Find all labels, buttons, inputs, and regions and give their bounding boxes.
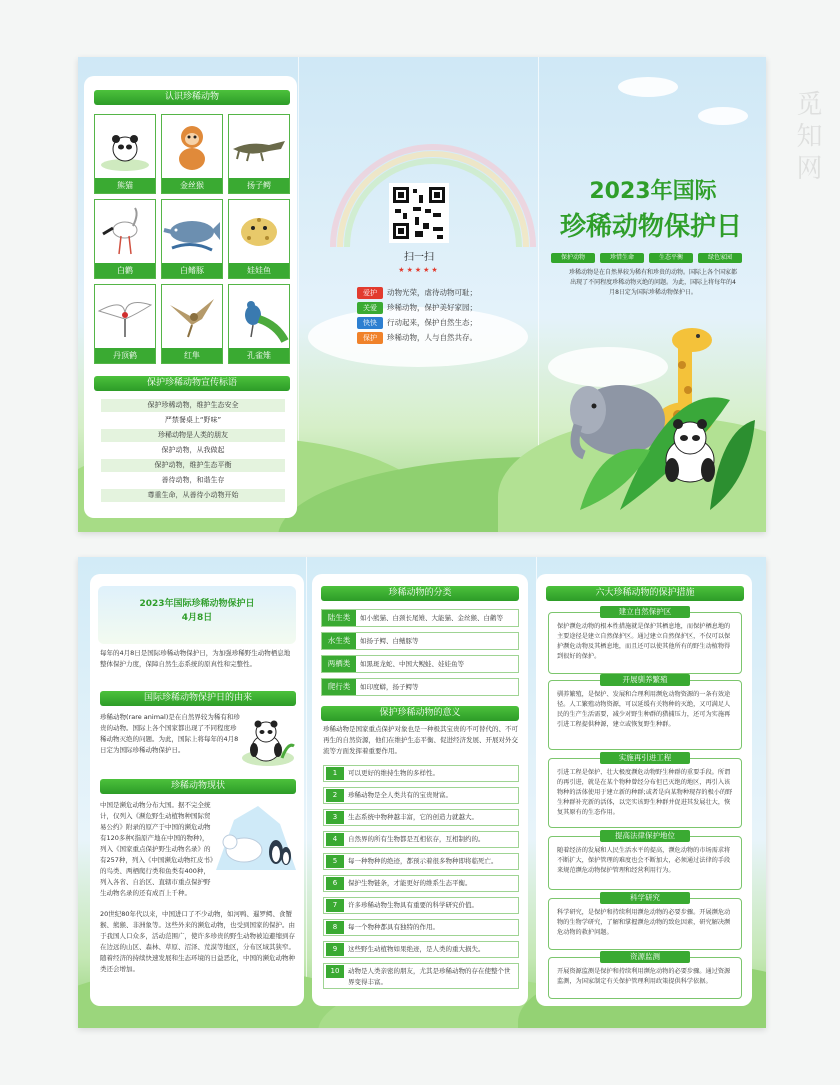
- animal-name: 丹顶鹤: [95, 348, 155, 363]
- slogan-item: 保护动物，从我做起: [161, 446, 225, 454]
- measure-text: 保护濒危动物的根本性措施就是保护其栖息地，而保护栖息地的主要途径是建立自然保护区。通过建立自然保护区，不仅可以保护濒危动物及其栖息地，而且还可以使其他所有的野生动植物得到很好的保护。: [557, 623, 731, 660]
- measure-box: [548, 957, 742, 999]
- animal-icon: [162, 115, 222, 177]
- animal-card: [161, 114, 223, 194]
- pledge-text: 行动起来，保护自然生态；: [387, 318, 477, 327]
- panda-icon: [240, 712, 296, 768]
- intro-text: 每年的4月8日是国际珍稀动物保护日，为加强珍稀野生动物栖息地整体保护力度，保障自然生态系统的原真性和完整性。: [100, 649, 291, 668]
- meaning-row: [323, 765, 519, 782]
- animal-name: 扬子鳄: [229, 178, 289, 193]
- measure-box: [548, 758, 742, 828]
- meaning-number: 5: [326, 855, 344, 868]
- star-rating: ★★★★★: [398, 266, 440, 274]
- animal-icon: [95, 200, 155, 262]
- measure-heading: 提高法律保护地位: [600, 830, 690, 842]
- pledge-text: 珍稀动物，保护美好家园；: [387, 303, 477, 312]
- animal-card: [161, 199, 223, 279]
- meaning-text: 珍稀动物是全人类共有的宝贵财富。: [348, 791, 452, 799]
- class-key: 陆生类: [322, 610, 356, 626]
- meaning-number: 1: [326, 767, 344, 780]
- banner-date: 4月8日: [181, 613, 213, 623]
- cover-title-line1: 2023年国际: [589, 179, 717, 204]
- meaning-number: 4: [326, 833, 344, 846]
- animal-card: [228, 284, 290, 364]
- class-value: 如小熊猫、白颈长尾雉、大能猫、金丝猴、白鹳等: [360, 614, 503, 622]
- measure-text: 科学研究，是保护和持续利用濒危动物的必要步骤。开展濒危动物的生物学研究，了解和掌握濒危动物的致危因素，研究解决濒危动物的救护问题。: [557, 909, 731, 936]
- meaning-row: [323, 787, 519, 804]
- status-text-2: 20世纪80年代以来，中国进口了不少动物，如河鸭、暹罗鳄、食蟹猴、熊猴、非洲象等。这些外来的濒危动物，也受到国家的保护。由于我国人口众多，活动范围广，使许多珍贵的野生动物被迫避缩到存在边远的山区、森林、草原、沼泽、荒漠等地区，分布区域其狭窄。随着经济的持续快速发展和生态环境的日益恶化，中国的濒危动物种类还会增加。: [100, 910, 295, 973]
- slogan-item: 保护动物，维护生态平衡: [101, 459, 285, 472]
- measure-text: 随着经济的发展和人民生活水平的提高，濒危动物的市场需求将不断扩大，保护管理的难度也会不断加大，必须通过法律的手段来规范濒危动物保护管理和经营利用行为。: [557, 847, 731, 874]
- meaning-row: [323, 919, 519, 936]
- fold-line: [306, 557, 307, 1028]
- class-value: 如黑斑龙蛇、中国大鲵蛙、娃娃鱼等: [360, 660, 464, 668]
- meaning-intro: 珍稀动物是国家重点保护对象也是一种极其宝贵的不可替代的、不可再生的自然资源，他们在维护生态平衡、促进经济发展、开展对外交流等方面发挥着重要作用。: [323, 725, 518, 755]
- section-title: 国际珍稀动物保护日的由来: [100, 691, 296, 706]
- animal-card: [94, 284, 156, 364]
- origin-text: 珍稀动物(rare animal)是在自然界较为稀有和珍贵的动物。国际上各个国家都出现了不同程度珍稀动物灭绝的问题。为此，国际上将每年的4月8日定为国际珍稀动物保护日。: [100, 713, 240, 754]
- section-title: 六大珍稀动物的保护措施: [546, 586, 744, 601]
- meaning-text: 每一种物种的绝迹，都预示着很多物种即将临死亡。: [348, 857, 498, 865]
- meaning-row: [323, 809, 519, 826]
- animal-name: 金丝猴: [162, 178, 222, 193]
- animal-card: [228, 199, 290, 279]
- meaning-number: 6: [326, 877, 344, 890]
- meaning-text: 动物是人类亲密的朋友，尤其是珍稀动物的存在使整个世界变得丰富。: [348, 967, 511, 986]
- pledge-item: [357, 331, 477, 345]
- pledge-label: 保护: [357, 332, 383, 344]
- cover-tag: 珍惜生命: [600, 253, 644, 263]
- measure-box: [548, 898, 742, 950]
- qr-code-icon[interactable]: [389, 183, 449, 243]
- measure-heading: 建立自然保护区: [600, 606, 690, 618]
- cloud: [618, 77, 678, 97]
- status-text: 中国是濒危动物分布大国。据不完全统计，仅列入《濒危野生动植物种国际贸易公约》附录的原产于中国的濒危动物有120多种(指原产地在中国的物种)，列入《国家重点保护野生动物名录》的有257种，列入《中国濒危动物红皮书》的鸟类、两栖爬行类和鱼类有400种，列入各省、自治区、直辖市重点保护野生动物名录的还有成百上千种。: [100, 801, 214, 897]
- animal-name: 熊猫: [95, 178, 155, 193]
- animal-card: [94, 114, 156, 194]
- animal-card: [161, 284, 223, 364]
- animal-icon: [95, 285, 155, 347]
- section-title: 珍稀动物现状: [100, 779, 296, 794]
- meaning-text: 这些野生动植物如果绝迹，是人类的重大损失。: [348, 945, 485, 953]
- pledge-label: 爱护: [357, 287, 383, 299]
- measure-box: [548, 680, 742, 750]
- meaning-number: 3: [326, 811, 344, 824]
- scan-label: 扫一扫: [404, 252, 434, 263]
- meaning-number: 7: [326, 899, 344, 912]
- meaning-row: [323, 963, 519, 989]
- cloud: [698, 107, 748, 125]
- animal-name: 白鹳: [95, 263, 155, 278]
- measure-text: 驯养繁殖，是保护、发展和合理利用濒危动物资源的一条有效途径。人工繁殖动物资源，可以延缓有关物种的灭绝，又可满足人民的生产生活需要，减少对野生种群的猎捕压力，还可为实施再引进工程提供种源，建立或恢复野生种群。: [557, 691, 731, 728]
- pledge-item: [357, 301, 477, 315]
- measure-text: 开展资源监测是保护和持续利用濒危动物的必要步骤。通过资源监测，为国家制定有关保护管理利用政策提供科学依据。: [557, 968, 731, 985]
- slogan-item: 严禁餐桌上“野味”: [164, 416, 222, 424]
- meaning-number: 2: [326, 789, 344, 802]
- class-key: 两栖类: [322, 656, 356, 672]
- class-value: 如扬子鳄、白鳍豚等: [360, 637, 419, 645]
- meaning-number: 8: [326, 921, 344, 934]
- measure-heading: 实施再引进工程: [600, 752, 690, 764]
- meaning-row: [323, 831, 519, 848]
- pledge-label: 关爱: [357, 302, 383, 314]
- slogan-item: 保护珍稀动物，维护生态安全: [101, 399, 285, 412]
- cover-tag: 绿色家园: [698, 253, 742, 263]
- animal-icon: [229, 115, 289, 177]
- cover-animals-illustration: [560, 320, 760, 520]
- pledge-text: 动物光荣，虐待动物可耻；: [387, 288, 477, 297]
- animal-name: 红隼: [162, 348, 222, 363]
- meaning-row: [323, 853, 519, 870]
- section-title: 保护珍稀动物宣传标语: [94, 376, 290, 391]
- slogan-item: 善待动物，和谐生存: [161, 476, 225, 484]
- pledge-item: [357, 286, 477, 300]
- animal-icon: [229, 200, 289, 262]
- animal-name: 白鳍豚: [162, 263, 222, 278]
- animal-card: [94, 199, 156, 279]
- measure-text: 引进工程是保护、壮大极度濒危动物野生种群的重要手段。所谓的再引进，就是在某个物种曾经分布但已灭绝的地区，再引入该物种的活体使用于建立新的种群;或者是向某物种现存的极小的野生种群补充新的活体，以完实该野生种群并促进其发展壮大，恢复其原有的生态作用。: [557, 769, 733, 816]
- banner-title: 2023年国际珍稀动物保护日: [139, 599, 255, 609]
- measure-heading: 科学研究: [600, 892, 690, 904]
- meaning-text: 生态系统中物种越丰富，它的创造力就越大。: [348, 813, 478, 821]
- class-key: 水生类: [322, 633, 356, 649]
- slogan-item: 尊重生命，从善待小动物开始: [101, 489, 285, 502]
- pledge-item: [357, 316, 477, 330]
- meaning-row: [323, 941, 519, 958]
- pledge-text: 珍稀动物，人与自然共存。: [387, 333, 477, 342]
- animal-name: 孔雀雉: [229, 348, 289, 363]
- polar-bear-penguin-icon: [214, 800, 298, 870]
- class-key: 爬行类: [322, 679, 356, 695]
- animal-icon: [95, 115, 155, 177]
- meaning-row: [323, 875, 519, 892]
- measure-heading: 资源监测: [600, 951, 690, 963]
- animal-card: [228, 114, 290, 194]
- cover-title-line2: 珍稀动物保护日: [559, 212, 742, 242]
- section-title: 认识珍稀动物: [94, 90, 290, 105]
- meaning-row: [323, 897, 519, 914]
- cover-tag: 保护动物: [551, 253, 595, 263]
- class-row: [321, 655, 519, 673]
- meaning-text: 每一个物种都具有独特的作用。: [348, 923, 439, 931]
- animal-icon: [162, 200, 222, 262]
- meaning-number: 10: [326, 965, 344, 978]
- slogan-item: 珍稀动物是人类的朋友: [101, 429, 285, 442]
- class-value: 如印度蟒，扬子鳄等: [360, 683, 419, 691]
- cover-tag: 生态平衡: [649, 253, 693, 263]
- measure-box: [548, 612, 742, 674]
- class-row: [321, 678, 519, 696]
- pledge-label: 快快: [357, 317, 383, 329]
- cover-intro: 珍稀动物是在自然界较为稀有和珍贵的动物。国际上各个国家都出现了不同程度珍稀动物灭绝的问题。为此，国际上将每年的4月8日定为国际珍稀动物保护日。: [568, 269, 737, 296]
- section-title: 保护珍稀动物的意义: [321, 706, 519, 721]
- meaning-number: 9: [326, 943, 344, 956]
- animal-icon: [229, 285, 289, 347]
- meaning-text: 保护生物链条，才能更好的维系生态平衡。: [348, 879, 472, 887]
- meaning-text: 许多珍稀动物生物具有重要的科学研究价值。: [348, 901, 478, 909]
- class-row: [321, 609, 519, 627]
- measure-box: [548, 836, 742, 890]
- animal-icon: [162, 285, 222, 347]
- watermark: 觅知网: [792, 90, 822, 186]
- measure-heading: 开展驯养繁殖: [600, 674, 690, 686]
- meaning-text: 自然界的所有生物都是互相依存，互相制约的。: [348, 835, 485, 843]
- section-title: 珍稀动物的分类: [321, 586, 519, 601]
- animal-name: 娃娃鱼: [229, 263, 289, 278]
- meaning-text: 可以更好的维持生物的多样性。: [348, 769, 439, 777]
- class-row: [321, 632, 519, 650]
